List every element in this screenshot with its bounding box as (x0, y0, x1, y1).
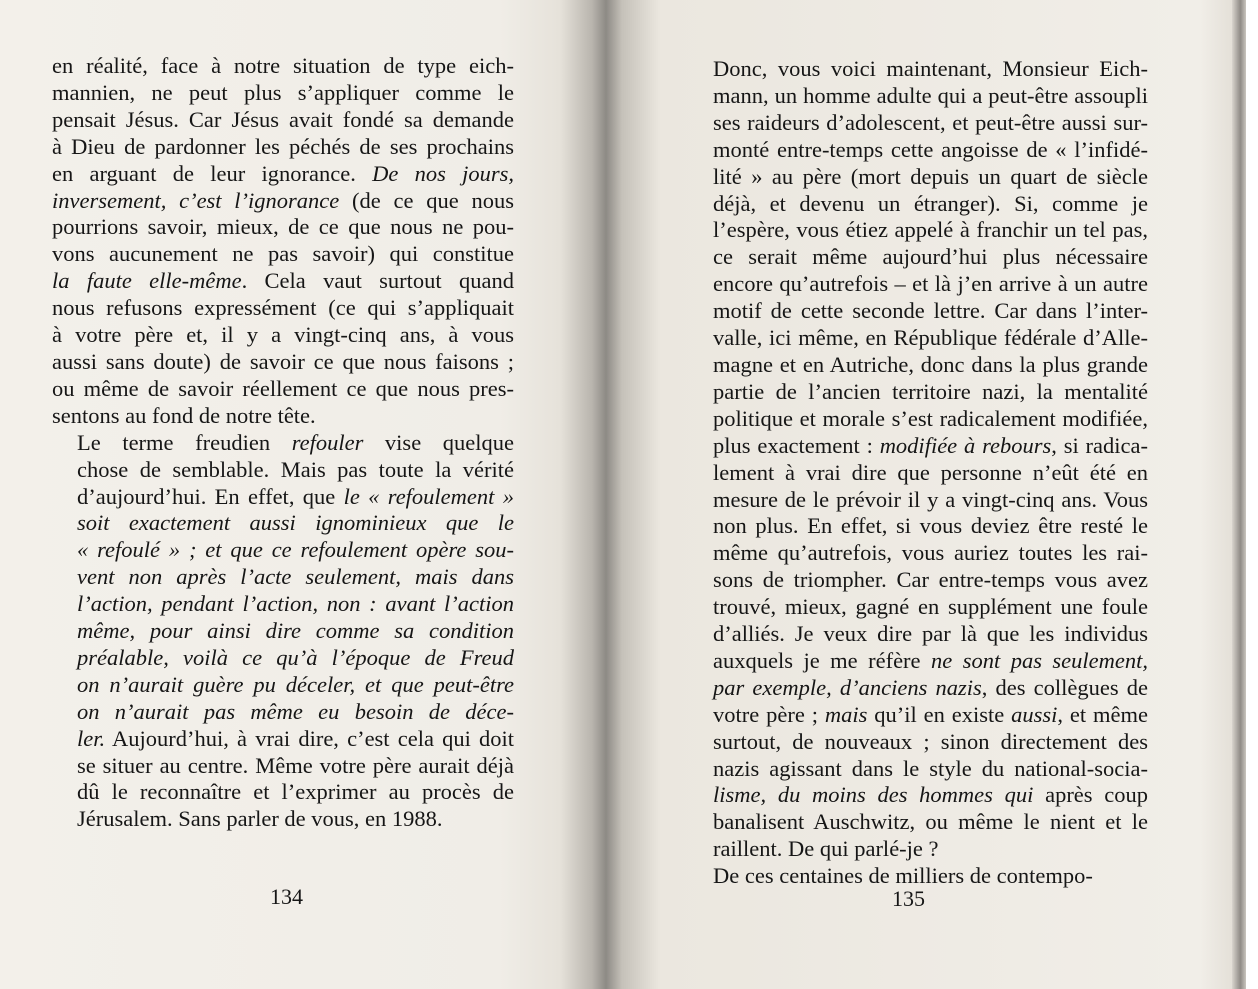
text-line: banalisent Auschwitz, ou même le nient et le (713, 809, 1148, 835)
text-line: à votre père et, il y a vingt-cinq ans, à vous (52, 322, 514, 348)
text-line: vent non après l’acte seulement, mais dans (77, 564, 514, 590)
text-line: plus exactement : modifiée à rebours, si radica- (713, 432, 1148, 458)
text-line: raillent. De qui parlé-je ? (713, 836, 939, 862)
text-line: on n’aurait pas même eu besoin de déce- (77, 698, 514, 724)
text-line: même qu’autrefois, vous auriez toutes les rai- (713, 540, 1148, 566)
text-line: motif de cette seconde lettre. Car dans l’inter- (713, 298, 1148, 324)
text-line: en réalité, face à notre situation de type eich- (52, 53, 514, 78)
text-line: par exemple, d’anciens nazis, des collègues de (713, 674, 1148, 700)
text-line: sons de triompher. Car entre-temps vous avez (713, 567, 1148, 593)
text-line: ce serait même aujourd’hui plus nécessaire (713, 244, 1148, 270)
text-line: mannien, ne peut plus s’appliquer comme le (52, 79, 514, 105)
text-line: Donc, vous voici maintenant, Monsieur Eich- (713, 56, 1148, 81)
text-line: dû le reconnaître et l’exprimer au procès de (77, 779, 514, 805)
text-line: la faute elle-même. Cela vaut surtout quand (52, 268, 514, 294)
text-line: lité » au père (mort depuis un quart de siècle (713, 163, 1148, 189)
text-line: lisme, du moins des hommes qui après coup (713, 782, 1148, 808)
left-page-number: 134 (270, 884, 303, 909)
text-line: inversement, c’est l’ignorance (de ce que nous (52, 187, 514, 213)
paragraph (52, 53, 514, 430)
text-line: Le terme freudien refouler vise quelque (77, 429, 514, 455)
text-line: mann, un homme adulte qui a peut-être assoupli (713, 82, 1148, 108)
text-line: d’alliés. Je veux dire par là que les individus (713, 621, 1148, 647)
text-line: on n’aurait guère pu déceler, et que peut-être (77, 671, 514, 697)
text-line: ses raideurs d’adolescent, et peut-être aussi sur- (713, 109, 1148, 135)
text-line: « refoulé » ; et que ce refoulement opère sou- (77, 537, 514, 563)
text-line: nazis agissant dans le style du national-socia- (713, 755, 1148, 781)
text-line: magne et en Autriche, donc dans la plus grande (713, 351, 1148, 377)
right-page-number: 135 (892, 886, 925, 911)
text-line: sentons au fond de notre tête. (52, 402, 316, 428)
text-line: nous refusons expressément (ce qui s’appliquait (52, 295, 514, 321)
paragraph (52, 430, 514, 834)
left-page-text (52, 53, 514, 833)
text-line: même, pour ainsi dire comme sa condition (77, 618, 514, 644)
text-line: ou même de savoir réellement ce que nous pres- (52, 375, 514, 401)
text-line: politique et morale s’est radicalement modifiée, (713, 405, 1148, 431)
text-line: mesure de le prévoir il y a vingt-cinq ans. Vous (713, 486, 1148, 512)
text-line: valle, ici même, en République fédérale d’Alle- (713, 325, 1148, 351)
text-line: monté entre-temps cette angoisse de « l’infidé- (713, 136, 1148, 162)
text-line: l’espère, vous étiez appelé à franchir un tel pas, (713, 217, 1148, 243)
right-page-text (688, 56, 1148, 890)
text-line: pourrions savoir, mieux, de ce que nous ne pou- (52, 214, 514, 240)
text-line: en arguant de leur ignorance. De nos jours, (52, 160, 514, 186)
text-line: l’action, pendant l’action, non : avant l’action (77, 591, 514, 617)
text-line: encore qu’autrefois – et là j’en arrive à un autre (713, 271, 1148, 297)
text-line: vons aucunement ne pas savoir) qui constitue (52, 241, 514, 267)
text-line: déjà, et devenu un étranger). Si, comme je (713, 190, 1148, 216)
text-line: chose de semblable. Mais pas toute la vérité (77, 456, 514, 482)
text-line: pensait Jésus. Car Jésus avait fondé sa demande (52, 106, 514, 132)
text-line: non plus. En effet, si vous deviez être resté le (713, 513, 1148, 539)
text-line: votre père ; mais qu’il en existe aussi, et même (713, 701, 1148, 727)
text-line: d’aujourd’hui. En effet, que le « refoulement » (77, 483, 514, 509)
text-line: préalable, voilà ce qu’à l’époque de Freud (77, 644, 514, 670)
text-line: soit exactement aussi ignominieux que le (77, 510, 514, 536)
paragraph (688, 56, 1148, 863)
text-line: De ces centaines de milliers de contempo- (713, 863, 1093, 889)
text-line: lement à vrai dire que personne n’eût été en (713, 459, 1148, 485)
text-line: Jérusalem. Sans parler de vous, en 1988. (77, 806, 443, 832)
text-line: se situer au centre. Même votre père aurait déjà (77, 752, 514, 778)
text-line: surtout, de nouveaux ; sinon directement des (713, 728, 1148, 754)
text-line: trouvé, mieux, gagné en supplément une foule (713, 594, 1148, 620)
text-line: partie de l’ancien territoire nazi, la mentalité (713, 378, 1148, 404)
next-page-edge (1232, 0, 1246, 989)
text-line: ler. Aujourd’hui, à vrai dire, c’est cela qui doit (77, 725, 514, 751)
text-line: à Dieu de pardonner les péchés de ses prochains (52, 133, 514, 159)
text-line: auxquels je me réfère ne sont pas seulement, (713, 647, 1149, 673)
text-line: aussi sans doute) de savoir ce que nous faisons ; (52, 348, 514, 374)
